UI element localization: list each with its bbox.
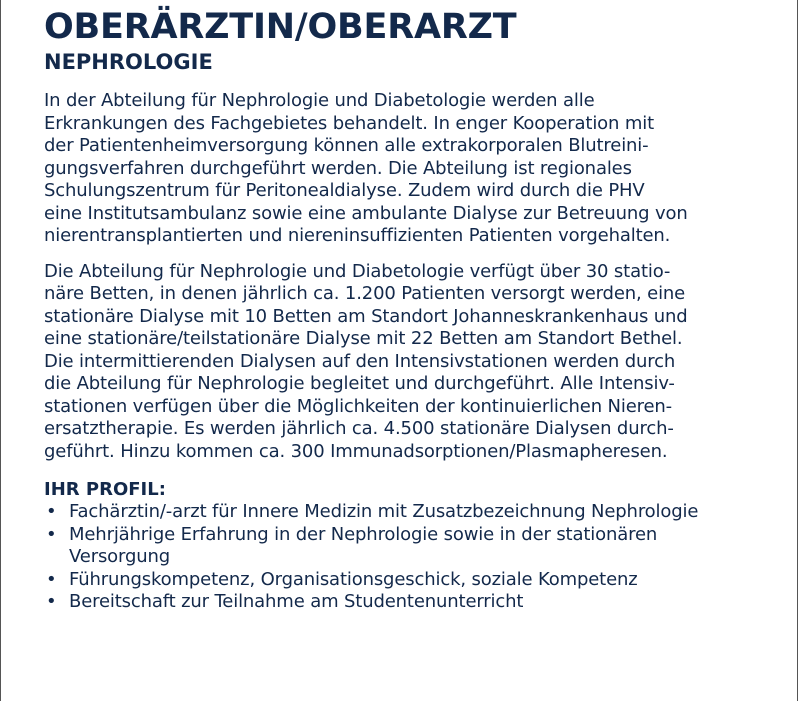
department-paragraph [44,261,764,464]
paragraph-line: eine stationäre/teilstationäre Dialyse mit 22 Betten am Standort Bethel. [44,328,683,349]
paragraph-line: näre Betten, in denen jährlich ca. 1.200 Patienten versorgt werden, eine [44,283,686,304]
paragraph-line: Schulungszentrum für Peritonealdialyse. Zudem wird durch die PHV [44,180,645,201]
profile-list-item [44,591,764,614]
bullet-icon: • [46,568,57,590]
paragraph-line: nierentransplantierten und niereninsuffizienten Patienten vorgehalten. [44,225,671,246]
paragraph-line: stationen verfügen über die Möglichkeiten der kontinuierlichen Nieren- [44,395,673,417]
job-posting [44,6,764,614]
paragraph-line: ersatztherapie. Es werden jährlich ca. 4.500 stationäre Dialysen durch- [44,418,674,439]
profile-heading: IHR PROFIL: [44,479,166,500]
profile-list-item [44,569,764,592]
list-item-line: Fachärztin/-arzt für Innere Medizin mit Zusatzbezeichnung Nephrologie [69,501,699,522]
paragraph-line: Die intermittierenden Dialysen auf den Intensivstationen werden durch [44,350,676,372]
paragraph-line: die Abteilung für Nephrologie begleitet und durchgeführt. Alle Intensiv- [44,373,675,394]
page-subtitle: NEPHROLOGIE [44,50,213,74]
paragraph-line: In der Abteilung für Nephrologie und Diabetologie werden alle [44,90,595,111]
paragraph-line: stationäre Dialyse mit 10 Betten am Standort Johanneskrankenhaus und [44,305,688,327]
list-item-line: Versorgung [69,546,171,567]
profile-list [44,501,764,614]
list-item-line: Führungskompetenz, Organisationsgeschick, soziale Kompetenz [69,568,638,590]
list-item-line: Bereitschaft zur Teilnahme am Studentenunterricht [69,591,524,612]
page-title: OBERÄRZTIN/OBERARZT [44,7,517,47]
paragraph-line: der Patientenheimversorgung können alle extrakorporalen Blutreini- [44,135,649,156]
profile-list-item [44,524,764,569]
paragraph-line: Die Abteilung für Nephrologie und Diabetologie verfügt über 30 statio- [44,260,671,282]
paragraph-line: eine Institutsambulanz sowie eine ambulante Dialyse zur Betreuung von [44,202,688,224]
bullet-icon: • [46,501,57,522]
profile-list-item [44,501,764,524]
intro-paragraph [44,90,764,248]
bullet-icon: • [46,523,57,545]
paragraph-line: Erkrankungen des Fachgebietes behandelt. In enger Kooperation mit [44,112,655,134]
paragraph-line: gungsverfahren durchgeführt werden. Die Abteilung ist regionales [44,157,632,179]
list-item-line: Mehrjährige Erfahrung in der Nephrologie sowie in der stationären [69,523,658,545]
bullet-icon: • [46,591,57,612]
paragraph-line: geführt. Hinzu kommen ca. 300 Immunadsorptionen/Plasmapheresen. [44,440,668,462]
